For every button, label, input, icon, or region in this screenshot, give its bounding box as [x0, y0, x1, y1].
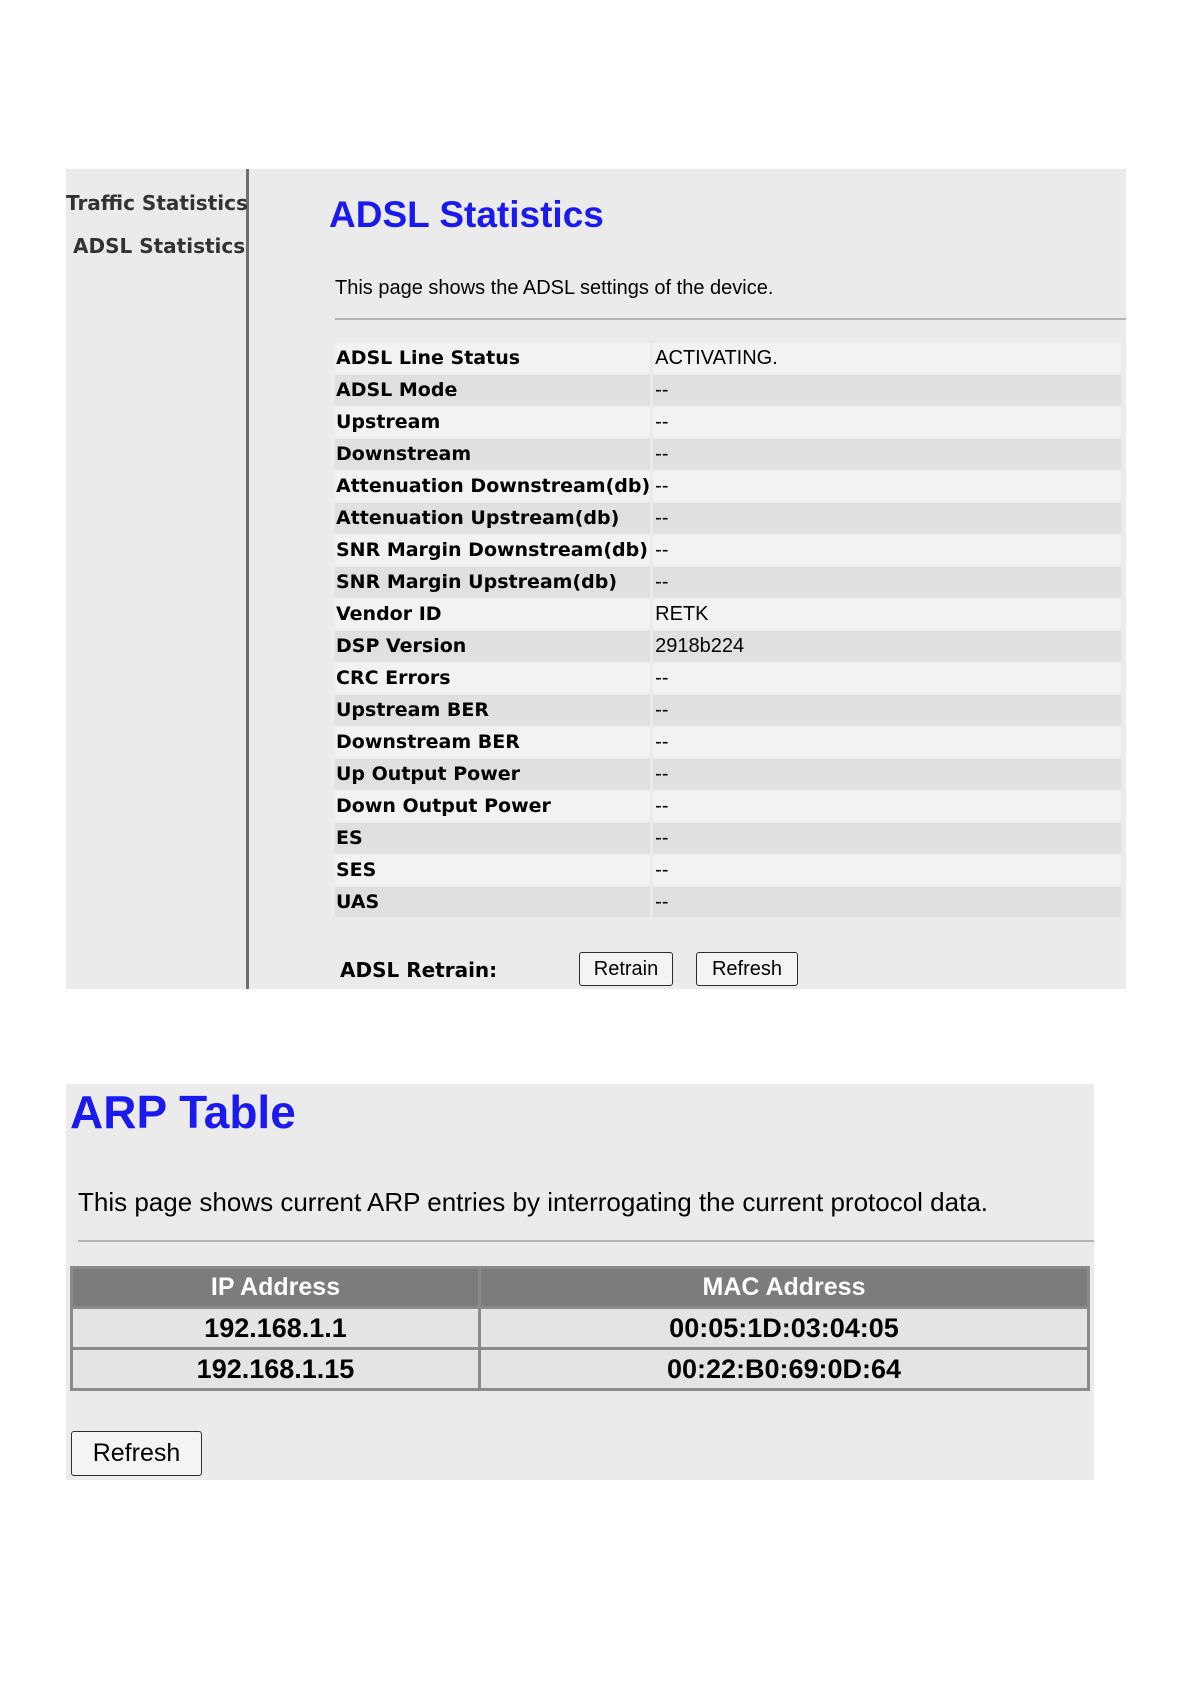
- mac-address-cell: 00:05:1D:03:04:05: [481, 1309, 1087, 1347]
- stat-value: --: [653, 855, 1121, 885]
- stat-value: --: [653, 759, 1121, 789]
- stat-label: Down Output Power: [335, 791, 650, 821]
- stat-label: DSP Version: [335, 631, 650, 661]
- arp-page-description: This page shows current ARP entries by interrogating the current protocol data.: [78, 1187, 989, 1217]
- stat-value: --: [653, 663, 1121, 693]
- stat-value: --: [653, 823, 1121, 853]
- stat-label: Vendor ID: [335, 599, 650, 629]
- stat-label: Up Output Power: [335, 759, 650, 789]
- refresh-button[interactable]: Refresh: [696, 952, 798, 986]
- mac-address-cell: 00:22:B0:69:0D:64: [481, 1350, 1087, 1388]
- stat-value: ACTIVATING.: [653, 343, 1121, 373]
- adsl-retrain-label: ADSL Retrain:: [340, 958, 498, 982]
- stat-value: --: [653, 407, 1121, 437]
- table-row: [73, 1350, 1087, 1388]
- table-row: [335, 375, 1121, 405]
- arp-table-panel: [66, 1084, 1094, 1480]
- table-row: [335, 887, 1121, 917]
- table-row: [335, 855, 1121, 885]
- table-row: [335, 343, 1121, 373]
- stat-label: CRC Errors: [335, 663, 650, 693]
- sidebar-item-adsl-statistics[interactable]: ADSL Statistics: [73, 234, 246, 258]
- stat-label: SNR Margin Downstream(db): [335, 535, 650, 565]
- table-row: [335, 599, 1121, 629]
- column-header-ip-address: IP Address: [73, 1269, 478, 1306]
- adsl-stats-table: [332, 341, 1124, 919]
- stat-value: --: [653, 791, 1121, 821]
- ip-address-cell: 192.168.1.15: [73, 1350, 478, 1388]
- table-row: [335, 535, 1121, 565]
- table-row: [335, 407, 1121, 437]
- stat-value: RETK: [653, 599, 1121, 629]
- page-title: ADSL Statistics: [329, 194, 604, 235]
- stat-label: SNR Margin Upstream(db): [335, 567, 650, 597]
- stat-value: --: [653, 567, 1121, 597]
- table-row: [73, 1309, 1087, 1347]
- stat-value: --: [653, 375, 1121, 405]
- stat-value: --: [653, 439, 1121, 469]
- arp-refresh-button[interactable]: Refresh: [71, 1431, 202, 1476]
- table-row: [335, 663, 1121, 693]
- stat-value: --: [653, 727, 1121, 757]
- table-row: [335, 695, 1121, 725]
- table-row: [335, 567, 1121, 597]
- ip-address-cell: 192.168.1.1: [73, 1309, 478, 1347]
- arp-page-title: ARP Table: [70, 1086, 296, 1138]
- stat-value: --: [653, 695, 1121, 725]
- stat-label: Upstream: [335, 407, 650, 437]
- stat-label: Downstream BER: [335, 727, 650, 757]
- stat-value: --: [653, 471, 1121, 501]
- stat-label: ES: [335, 823, 650, 853]
- sidebar: [66, 169, 249, 989]
- column-header-mac-address: MAC Address: [481, 1269, 1087, 1306]
- stat-value: 2918b224: [653, 631, 1121, 661]
- table-row: [335, 503, 1121, 533]
- table-header-row: [73, 1269, 1087, 1306]
- page-description: This page shows the ADSL settings of the device.: [335, 277, 774, 299]
- arp-table: [70, 1266, 1090, 1391]
- table-row: [335, 727, 1121, 757]
- stat-label: SES: [335, 855, 650, 885]
- adsl-statistics-panel: [66, 169, 1126, 989]
- stat-label: ADSL Mode: [335, 375, 650, 405]
- stat-label: Upstream BER: [335, 695, 650, 725]
- divider: [335, 318, 1126, 320]
- table-row: [335, 631, 1121, 661]
- table-row: [335, 823, 1121, 853]
- retrain-button[interactable]: Retrain: [579, 952, 673, 986]
- stat-label: Attenuation Downstream(db): [335, 471, 650, 501]
- stat-value: --: [653, 503, 1121, 533]
- stat-label: ADSL Line Status: [335, 343, 650, 373]
- table-row: [335, 791, 1121, 821]
- table-row: [335, 439, 1121, 469]
- stat-label: Downstream: [335, 439, 650, 469]
- table-row: [335, 471, 1121, 501]
- stat-value: --: [653, 535, 1121, 565]
- table-row: [335, 759, 1121, 789]
- stat-label: UAS: [335, 887, 650, 917]
- stat-value: --: [653, 887, 1121, 917]
- stat-label: Attenuation Upstream(db): [335, 503, 650, 533]
- sidebar-item-traffic-statistics[interactable]: Traffic Statistics: [66, 191, 248, 215]
- divider: [78, 1240, 1094, 1242]
